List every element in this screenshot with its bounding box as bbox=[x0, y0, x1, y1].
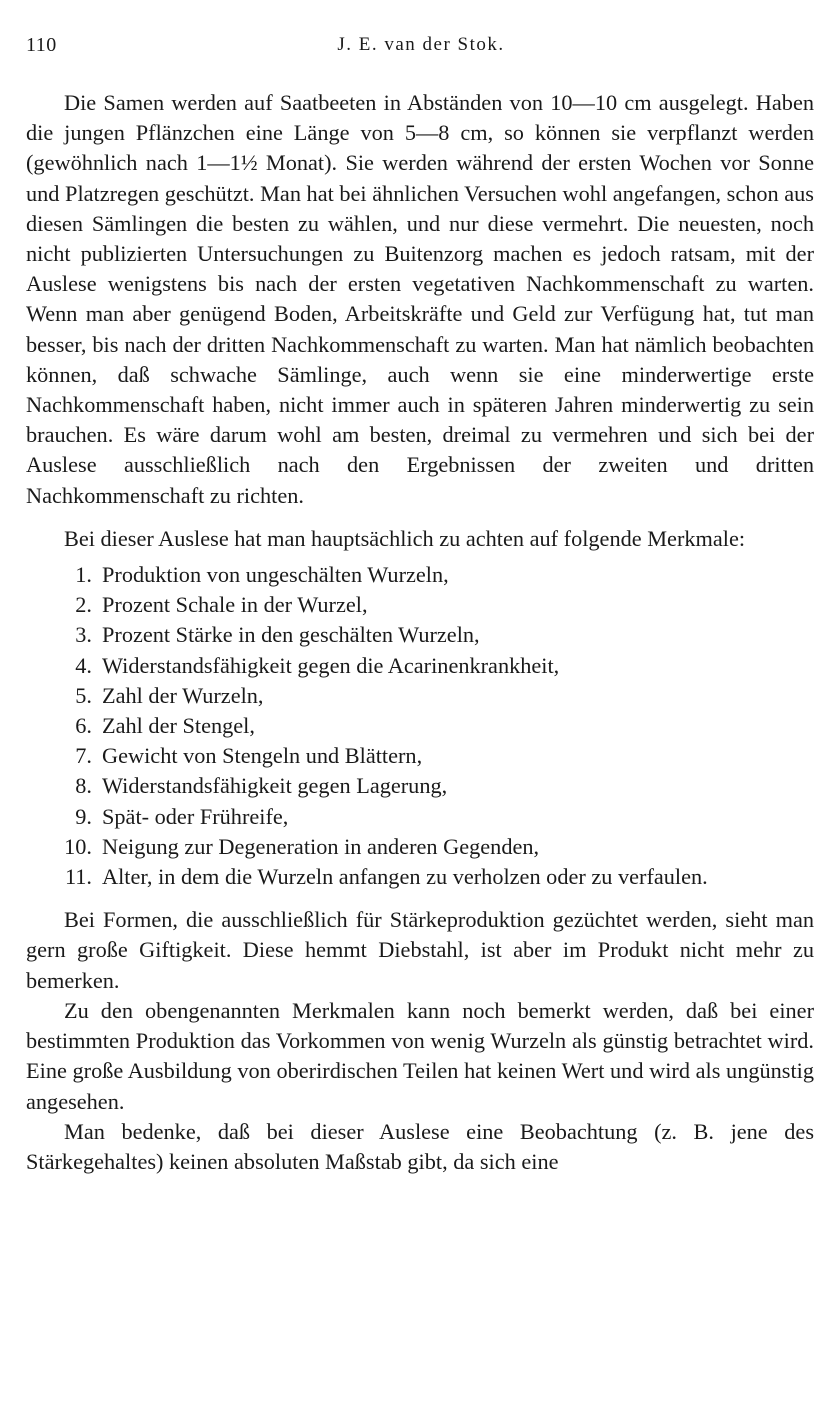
list-item-text: Zahl der Stengel, bbox=[102, 713, 255, 739]
list-item bbox=[26, 832, 814, 862]
list-item bbox=[26, 802, 814, 832]
page-header bbox=[26, 34, 816, 64]
list-item bbox=[26, 741, 814, 771]
list-item-number: 10. bbox=[64, 833, 92, 859]
list-item-number: 7. bbox=[75, 743, 92, 769]
list-item bbox=[26, 711, 814, 741]
list-item-text: Gewicht von Stengeln und Blättern, bbox=[102, 743, 423, 769]
list-item-text: Prozent Schale in der Wurzel, bbox=[102, 592, 368, 618]
list-item-number: 6. bbox=[75, 713, 92, 739]
list-item bbox=[26, 681, 814, 711]
body-text bbox=[26, 88, 814, 1177]
list-item-text: Widerstandsfähigkeit gegen die Acarinenkrankheit, bbox=[102, 652, 560, 678]
list-item bbox=[26, 651, 814, 681]
list-item bbox=[26, 620, 814, 650]
list-item-number: 4. bbox=[75, 652, 92, 678]
page-number: 110 bbox=[26, 34, 57, 56]
paragraph-root-count: Zu den obengenannten Merkmalen kann noch bemerkt werden, daß bei einer bestimmten Produktion das Vorkommen von wenig Wurzeln als günstig betrachtet wird. Eine große Ausbildung von oberirdischen Teilen hat keinen Wert und wird als ungünstig angesehen. bbox=[26, 997, 814, 1114]
criteria-list bbox=[26, 560, 814, 892]
list-item-text: Neigung zur Degeneration in anderen Gegenden, bbox=[102, 833, 540, 859]
paragraph-sowing: Die Samen werden auf Saatbeeten in Abständen von 10—10 cm ausgelegt. Haben die jungen Pflänzchen eine Länge von 5—8 cm, so können sie verpflanzt werden (gewöhnlich nach 1—1½ Monat). Sie werden während der ersten Wochen vor Sonne und Platzregen geschützt. Man hat bei ähnlichen Versuchen wohl angefangen, schon aus diesen Sämlingen die besten zu wählen, und nur diese vermehrt. Die neuesten, noch nicht publizierten Untersuchungen zu Buitenzorg machen es jedoch ratsam, mit der Auslese wenigstens bis nach der ersten vegetativen Nachkommenschaft zu warten. Wenn man aber genügend Boden, Arbeitskräfte und Geld zur Verfügung hat, tut man besser, bis nach der dritten Nachkommenschaft zu warten. Man hat nämlich beobachten können, daß schwache Sämlinge, auch wenn sie eine minderwertige erste Nachkommenschaft haben, nicht immer auch in späteren Jahren minderwertig zu sein brauchen. Es wäre darum wohl am besten, dreimal zu vermehren und sich bei der Auslese ausschließlich nach den Ergebnissen der zweiten und dritten Nachkommenschaft zu richten. bbox=[26, 90, 814, 508]
list-item-number: 9. bbox=[75, 803, 92, 829]
list-item-number: 3. bbox=[75, 622, 92, 648]
list-item-text: Widerstandsfähigkeit gegen Lagerung, bbox=[102, 773, 448, 799]
running-head-author: J. E. van der Stok. bbox=[337, 34, 505, 55]
list-item-number: 5. bbox=[75, 682, 92, 708]
list-item-number: 1. bbox=[75, 562, 92, 588]
list-item-text: Prozent Stärke in den geschälten Wurzeln, bbox=[102, 622, 480, 648]
list-item-number: 11. bbox=[64, 864, 92, 890]
list-item-number: 2. bbox=[75, 592, 92, 618]
list-item bbox=[26, 590, 814, 620]
paragraph-selection-intro: Bei dieser Auslese hat man hauptsächlich zu achten auf folgende Merkmale: bbox=[64, 525, 746, 551]
list-item-text: Zahl der Wurzeln, bbox=[102, 682, 264, 708]
list-item-text: Produktion von ungeschälten Wurzeln, bbox=[102, 562, 449, 588]
list-item-text: Alter, in dem die Wurzeln anfangen zu verholzen oder zu verfaulen. bbox=[102, 864, 708, 890]
list-item bbox=[26, 560, 814, 590]
list-item-number: 8. bbox=[75, 773, 92, 799]
list-item-text: Spät- oder Frühreife, bbox=[102, 803, 289, 829]
paragraph-measure-caveat: Man bedenke, daß bei dieser Auslese eine Beobachtung (z. B. jene des Stärkegehaltes) keinen absoluten Maßstab gibt, da sich eine bbox=[26, 1118, 814, 1174]
paragraph-toxicity: Bei Formen, die ausschließlich für Stärkeproduktion gezüchtet werden, sieht man gern große Giftigkeit. Diese hemmt Diebstahl, ist aber im Produkt nicht mehr zu bemerken. bbox=[26, 907, 814, 993]
list-item bbox=[26, 862, 814, 892]
list-item bbox=[26, 771, 814, 801]
